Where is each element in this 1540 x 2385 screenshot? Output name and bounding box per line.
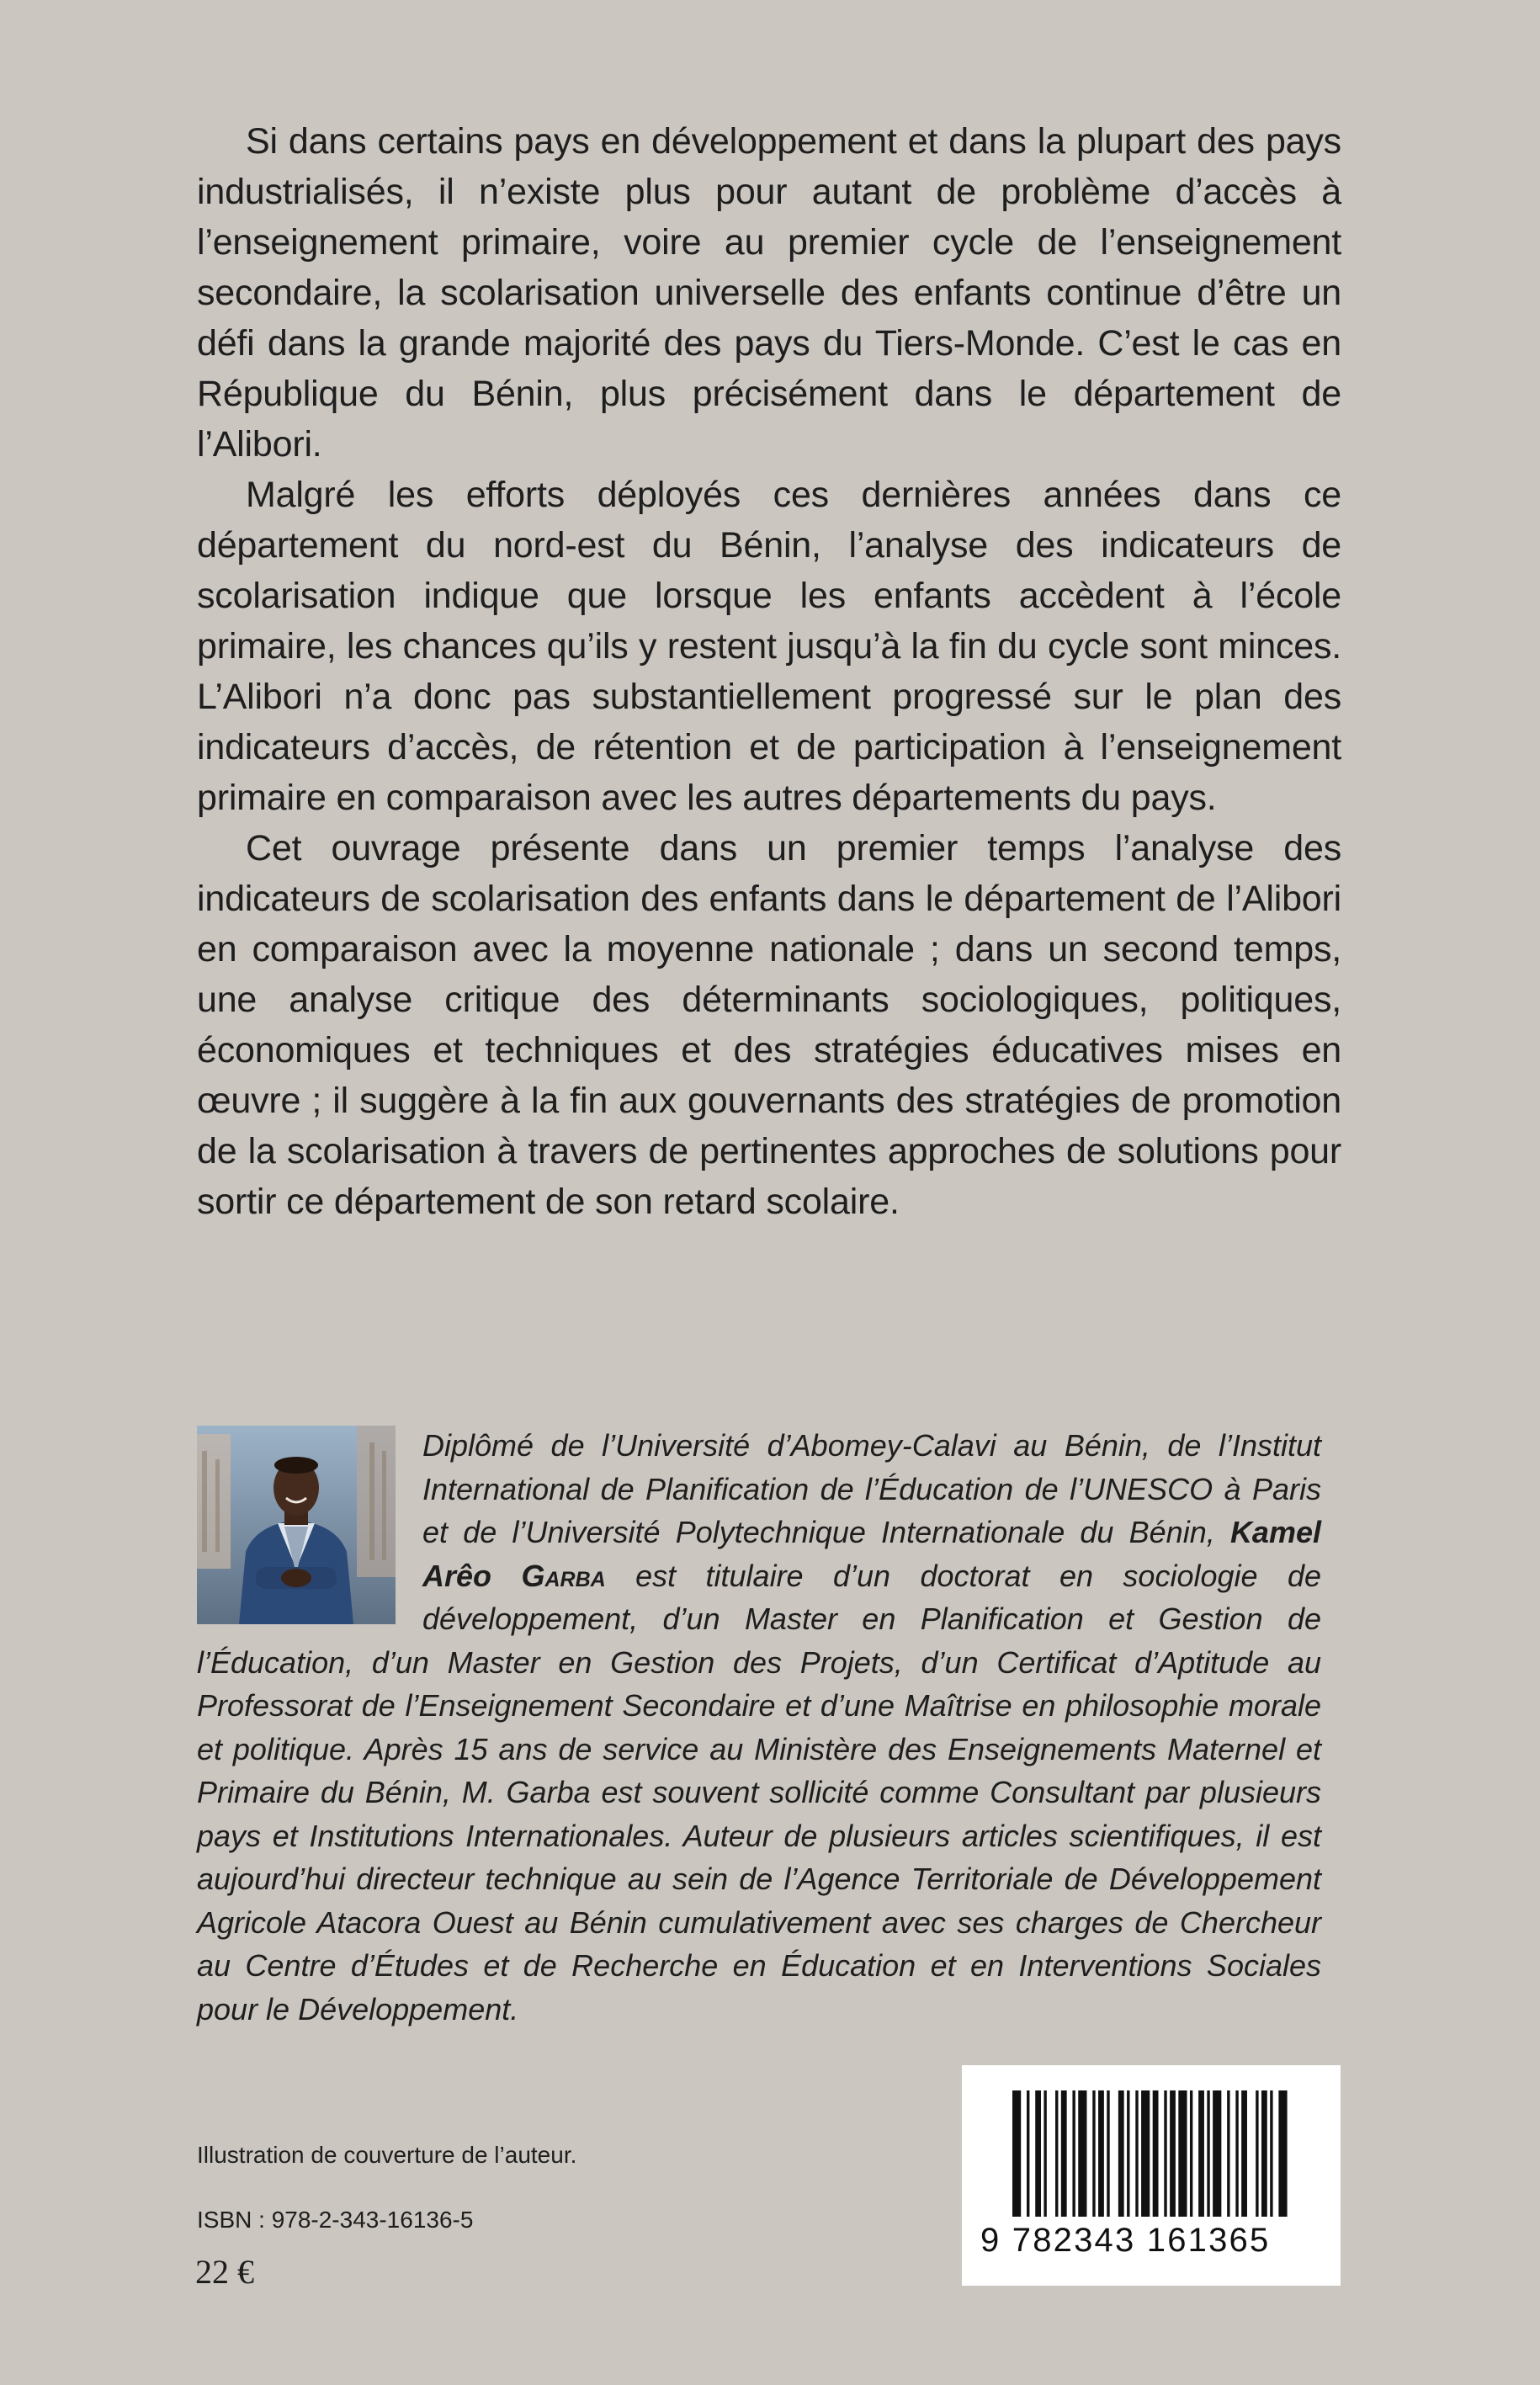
barcode-bar — [1078, 2090, 1086, 2217]
barcode-bar — [1135, 2090, 1138, 2217]
barcode-bar — [1213, 2090, 1221, 2217]
barcode-bar — [1190, 2090, 1192, 2217]
author-section — [197, 1424, 1321, 2031]
barcode-digits: 9 782343 161365 — [980, 2222, 1271, 2259]
back-cover-blurb — [197, 116, 1341, 1227]
barcode-bar — [1241, 2090, 1247, 2217]
barcode-bar — [1227, 2090, 1229, 2217]
barcode-bar — [1278, 2090, 1287, 2217]
barcode-bar — [1092, 2090, 1095, 2217]
barcode-bar — [1141, 2090, 1150, 2217]
blurb-paragraph-2: Malgré les efforts déployés ces dernières années dans ce département du nord-est du Bénin, l’analyse des indicateurs de scolarisation indique que lorsque les enfants accèdent à l’école primaire, les chances qu’ils y restent jusqu’à la fin du cycle sont minces. L’Alibori n’a donc pas substantiellement progressé sur le plan des indicateurs d’accès, de rétention et de participation à l’enseignement primaire en comparaison avec les autres départements du pays. — [197, 475, 1341, 818]
author-bio-body: est titulaire d’un doctorat en sociologie de développement, d’un Master en Planification et Gestion de l’Éducation, d’un Master en Gestion des Projets, d’un Certificat d’Aptitude au Professorat de l’Enseignement Secondaire et d’une Maîtrise en philosophie morale et politique. Après 15 ans de service au Ministère des Enseignements Maternel et Primaire du Bénin, M. Garba est souvent sollicité comme Consultant par plusieurs pays et Institutions Internationales. Auteur de plusieurs articles scientifiques, il est aujourd’hui directeur technique au sein de l’Agence Territoriale de Développement Agricole Atacora Ouest au Bénin cumulativement avec ses charges de Chercheur au Centre d’Études et de Recherche en Éducation et en Interventions Sociales pour le Développement. — [197, 1558, 1321, 2026]
barcode-bar — [1043, 2090, 1046, 2217]
barcode-bars — [1012, 2090, 1290, 2228]
barcode-bar — [1270, 2090, 1272, 2217]
barcode-bar — [1107, 2090, 1109, 2217]
blurb-paragraph-3: Cet ouvrage présente dans un premier temps l’analyse des indicateurs de scolarisation des enfants dans le département de l’Alibori en comparaison avec la moyenne nationale ; dans un second temps, une analyse critique des déterminants sociologiques, politiques, économiques et techniques et des stratégies éducatives mises en œuvre ; il suggère à la fin aux gouvernants des stratégies de promotion de la scolarisation à travers de pertinentes approches de solutions pour sortir ce département de son retard scolaire. — [197, 828, 1341, 1222]
price-label: 22 € — [195, 2253, 254, 2291]
barcode-bar — [1235, 2090, 1238, 2217]
barcode-bar — [1207, 2090, 1209, 2217]
barcode-bar — [1035, 2090, 1041, 2217]
barcode-bar — [1118, 2090, 1124, 2217]
barcode-bar — [1261, 2090, 1267, 2217]
barcode-bar — [1170, 2090, 1176, 2217]
barcode-bar — [1153, 2090, 1159, 2217]
barcode-bar — [1127, 2090, 1129, 2217]
barcode-bar — [1027, 2090, 1029, 2217]
author-photo — [197, 1426, 396, 1624]
cover-illustration-credit: Illustration de couverture de l’auteur. — [197, 2142, 577, 2168]
barcode-bar — [1198, 2090, 1204, 2217]
barcode-bar — [1055, 2090, 1058, 2217]
author-bio-intro: Diplômé de l’Université d’Abomey-Calavi au Bénin, de l’Institut International de Planification de l’Éducation de l’UNESCO à Paris et de l’Université Polytechnique Internationale du Bénin, — [422, 1428, 1321, 1549]
barcode-bar — [1164, 2090, 1166, 2217]
blurb-paragraph-1: Si dans certains pays en développement et dans la plupart des pays industrialisés, il n’existe plus pour autant de problème d’accès à l’enseignement primaire, voire au premier cycle de l’enseignement secondaire, la scolarisation universelle des enfants continue d’être un défi dans la grande majorité des pays du Tiers-Monde. C’est le cas en République du Bénin, plus précisément dans le département de l’Alibori. — [197, 121, 1341, 465]
barcode-bar — [1256, 2090, 1258, 2217]
barcode-bar — [1098, 2090, 1104, 2217]
author-name: Kamel Arêo — [422, 1515, 1321, 1593]
author-surname: Garba — [521, 1558, 606, 1593]
barcode-bar — [1012, 2090, 1021, 2217]
barcode-bar — [1072, 2090, 1075, 2217]
barcode-bar — [1178, 2090, 1187, 2217]
isbn-label: ISBN : 978-2-343-16136-5 — [197, 2207, 474, 2233]
barcode — [962, 2065, 1341, 2286]
barcode-bar — [1061, 2090, 1067, 2217]
